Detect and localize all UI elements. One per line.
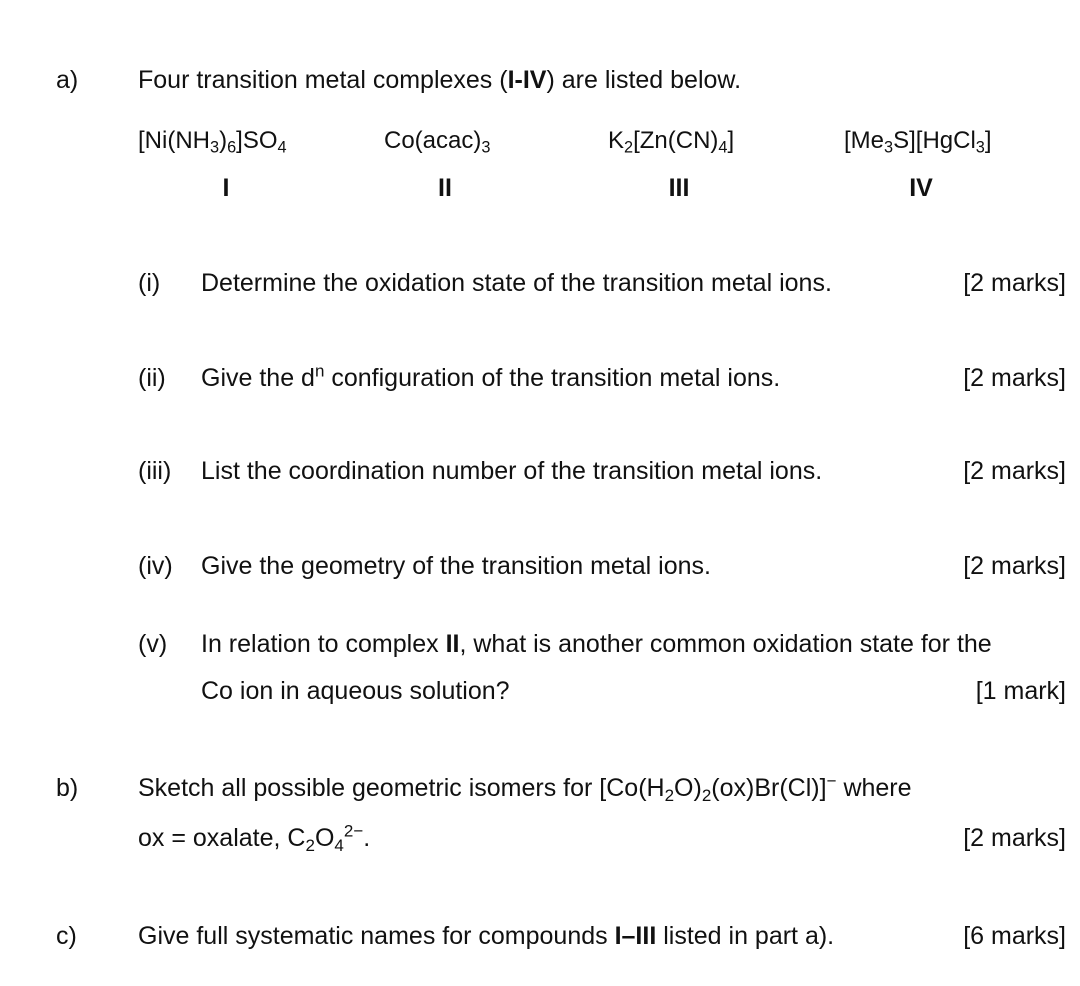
complex-numeral-iv: IV — [909, 174, 933, 202]
question-iv-marks: [2 marks] — [963, 552, 1066, 580]
part-c-label: c) — [56, 922, 77, 950]
part-b-subscript: 2 — [701, 785, 712, 805]
question-v-marks: [1 mark] — [975, 677, 1066, 705]
part-c-text-before: Give full systematic names for compounds — [138, 922, 615, 950]
formula-iv-part: [Me — [844, 127, 885, 154]
formula-i-part: ) — [219, 127, 228, 154]
formula-iv-part: ] — [984, 127, 992, 154]
complex-formula-iv — [844, 127, 992, 157]
question-v-text-line2: Co ion in aqueous solution? — [201, 677, 510, 705]
complex-formula-i — [138, 127, 287, 157]
part-b-charge: − — [826, 771, 837, 791]
formula-i-part: [Ni(NH — [138, 127, 210, 154]
formula-iv-sub: 3 — [884, 138, 894, 157]
question-ii-superscript: n — [314, 361, 325, 381]
question-iv-text: Give the geometry of the transition metal ions. — [201, 552, 711, 580]
part-b-text: Sketch all possible geometric isomers for [Co(H — [138, 774, 665, 802]
part-a-intro — [138, 68, 741, 93]
formula-i-sub: 3 — [210, 138, 220, 157]
part-c-text-after: listed in part a). — [656, 922, 835, 950]
part-b-charge: 2− — [343, 821, 364, 841]
question-i-number: (i) — [138, 269, 161, 297]
formula-iii-part: [Zn(CN) — [633, 127, 719, 154]
question-v-number: (v) — [138, 630, 168, 658]
question-iii-text: List the coordination number of the transition metal ions. — [201, 457, 823, 485]
part-b-label: b) — [56, 774, 79, 802]
part-b-text: where — [836, 774, 912, 802]
intro-text-after: ) are listed below. — [546, 66, 742, 94]
question-v-text — [201, 632, 992, 657]
part-b-text-line1 — [138, 771, 912, 805]
question-i-text: Determine the oxidation state of the transition metal ions. — [201, 269, 832, 297]
question-v-text-after: , what is another common oxidation state for the — [459, 630, 992, 658]
intro-text-before: Four transition metal complexes ( — [138, 66, 508, 94]
formula-i-sub: 6 — [227, 138, 237, 157]
question-i-marks: [2 marks] — [963, 269, 1066, 297]
part-c-compound-range: I–III — [614, 922, 657, 950]
question-ii-marks: [2 marks] — [963, 364, 1066, 392]
question-iii-marks: [2 marks] — [963, 457, 1066, 485]
question-v-text-before: In relation to complex — [201, 630, 446, 658]
part-b-text-line2 — [138, 821, 371, 855]
question-iv-number: (iv) — [138, 552, 173, 580]
part-b-marks: [2 marks] — [963, 824, 1066, 852]
question-ii-text-before: Give the d — [201, 364, 315, 392]
formula-iii-part: K — [608, 127, 625, 154]
part-b-text: . — [363, 824, 371, 852]
complex-numeral-i: I — [222, 174, 230, 202]
formula-iv-sub: 3 — [975, 138, 985, 157]
part-b-text: O) — [674, 774, 702, 802]
question-ii-text-after: configuration of the transition metal ions. — [324, 364, 781, 392]
formula-iii-sub: 2 — [624, 138, 634, 157]
question-v-complex-ref: II — [445, 630, 460, 658]
intro-range: I-IV — [507, 66, 547, 94]
part-b-subscript: 2 — [305, 835, 315, 855]
complex-numeral-ii: II — [438, 174, 452, 202]
question-ii-number: (ii) — [138, 364, 166, 392]
formula-i-sub: 4 — [277, 138, 287, 157]
part-b-text: ox = oxalate, C — [138, 824, 306, 852]
part-c-text — [138, 924, 834, 949]
question-ii-text — [201, 361, 781, 392]
part-b-text: (ox)Br(Cl)] — [711, 774, 827, 802]
complex-formula-ii — [384, 127, 491, 157]
part-b-text: O — [314, 824, 335, 852]
formula-ii-sub: 3 — [481, 138, 491, 157]
question-iii-number: (iii) — [138, 457, 172, 485]
complex-formula-iii — [608, 127, 735, 157]
formula-iii-sub: 4 — [718, 138, 728, 157]
formula-iii-part: ] — [727, 127, 735, 154]
formula-iv-part: S][HgCl — [893, 127, 976, 154]
part-b-subscript: 2 — [664, 785, 675, 805]
formula-i-part: ]SO — [236, 127, 278, 154]
part-a-label: a) — [56, 66, 79, 94]
formula-ii-part: Co(acac) — [384, 127, 482, 154]
part-c-marks: [6 marks] — [963, 922, 1066, 950]
complex-numeral-iii: III — [668, 174, 690, 202]
part-b-subscript: 4 — [334, 835, 344, 855]
